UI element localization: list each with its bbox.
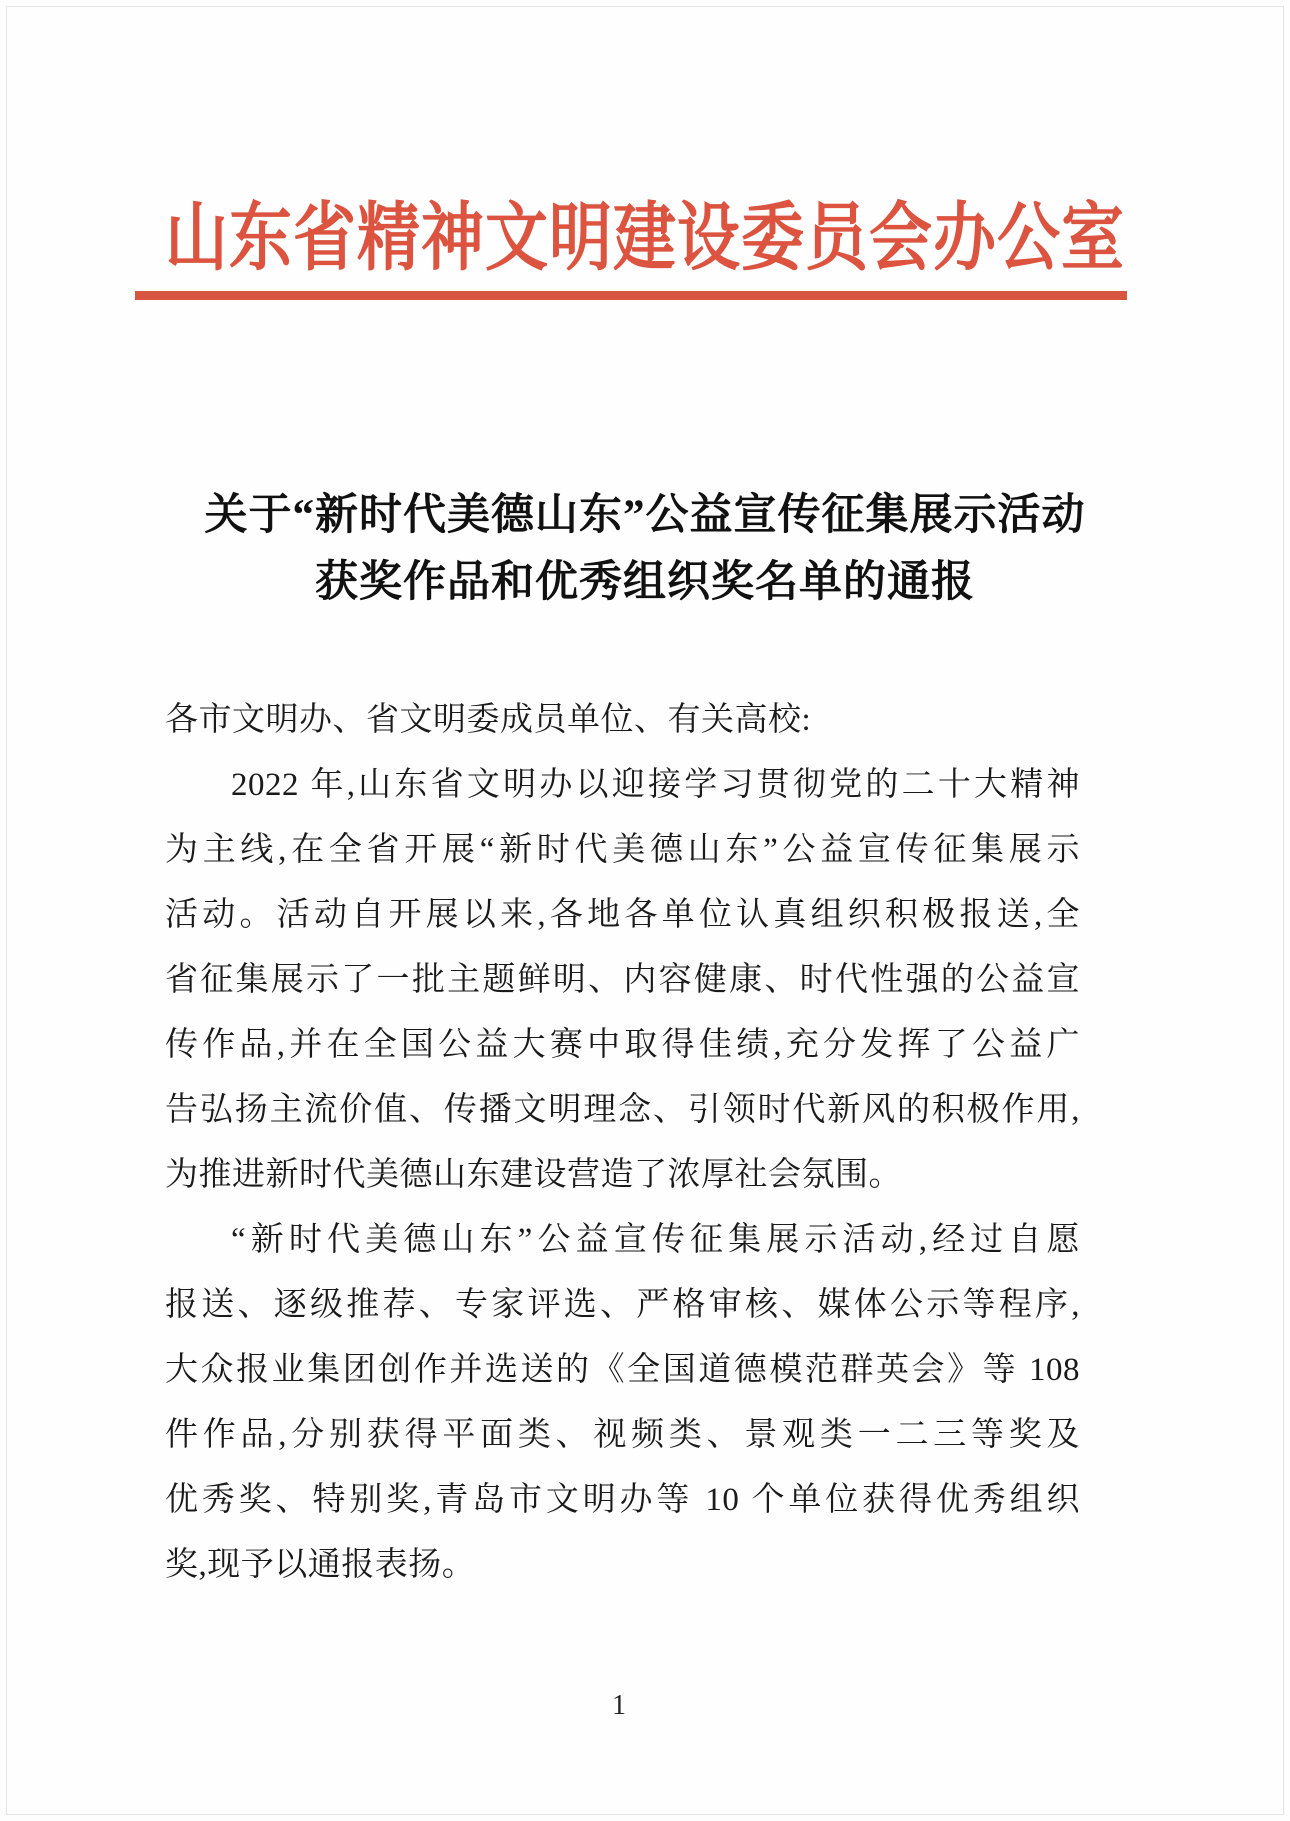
page-number: 1 — [612, 1690, 626, 1721]
body-line: 传作品,并在全国公益大赛中取得佳绩,充分发挥了公益广 — [165, 1027, 1080, 1063]
document-title-line-2: 获奖作品和优秀组织奖名单的通报 — [315, 559, 975, 606]
body-line: 告弘扬主流价值、传播文明理念、引领时代新风的积极作用, — [165, 1092, 1080, 1128]
body-line: 为推进新时代美德山东建设营造了浓厚社会氛围。 — [165, 1157, 902, 1193]
body-line: 省征集展示了一批主题鲜明、内容健康、时代性强的公益宣 — [165, 962, 1080, 998]
letterhead-org-name: 山东省精神文明建设委员会办公室 — [165, 196, 1125, 280]
body-line: 2022 年,山东省文明办以迎接学习贯彻党的二十大精神 — [231, 767, 1080, 803]
body-line: 为主线,在全省开展“新时代美德山东”公益宣传征集展示 — [165, 832, 1080, 868]
body-line: 件作品,分别获得平面类、视频类、景观类一二三等奖及 — [165, 1417, 1080, 1453]
red-divider-line — [135, 291, 1127, 300]
document-body — [165, 688, 1080, 1598]
body-line: 活动。活动自开展以来,各地各单位认真组织积极报送,全 — [165, 897, 1080, 933]
page-footer — [0, 1690, 1290, 1722]
body-line: 优秀奖、特别奖,青岛市文明办等 10 个单位获得优秀组织 — [165, 1482, 1080, 1518]
body-line: 报送、逐级推荐、专家评选、严格审核、媒体公示等程序, — [165, 1287, 1080, 1323]
salutation-line: 各市文明办、省文明委成员单位、有关高校: — [165, 702, 812, 738]
body-line: 大众报业集团创作并选送的《全国道德模范群英会》等 108 — [165, 1352, 1080, 1388]
document-title-line-1: 关于“新时代美德山东”公益宣传征集展示活动 — [204, 492, 1086, 539]
body-line: “新时代美德山东”公益宣传征集展示活动,经过自愿 — [231, 1222, 1080, 1258]
body-line: 奖,现予以通报表扬。 — [165, 1547, 476, 1583]
document-title — [0, 482, 1290, 616]
